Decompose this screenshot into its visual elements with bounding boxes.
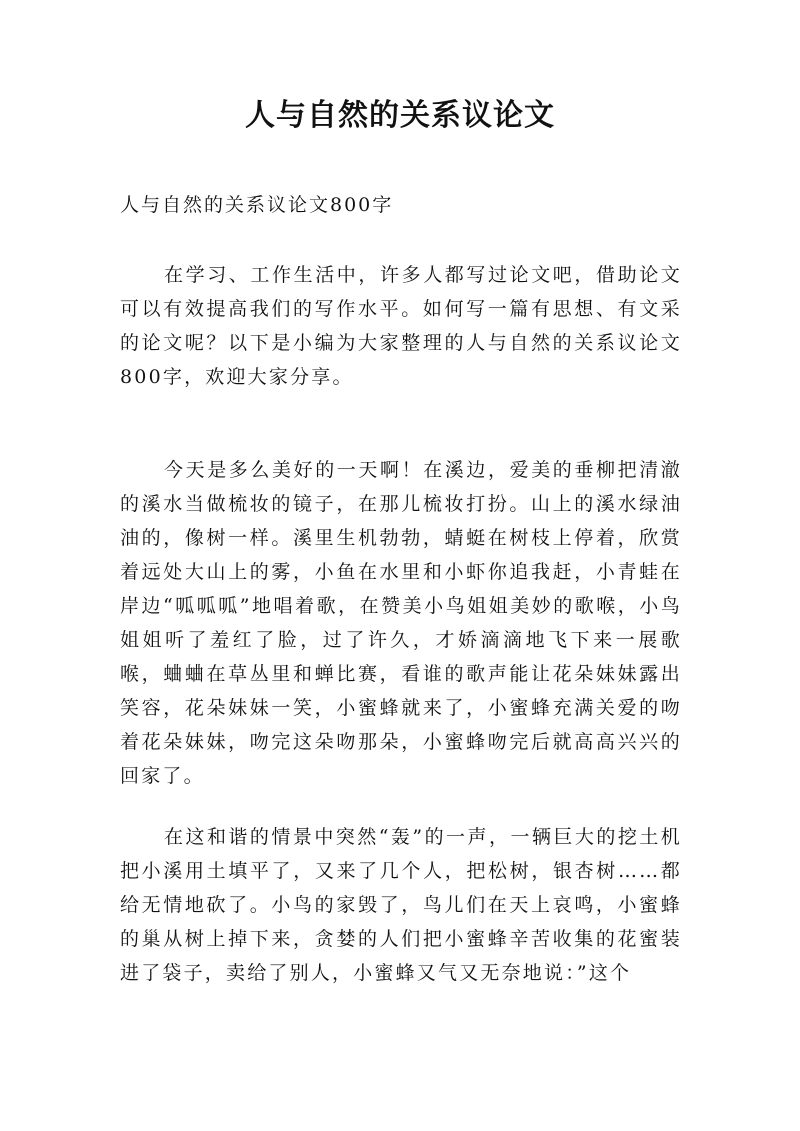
paragraph-intro: 在学习、工作生活中，许多人都写过论文吧，借助论文可以有效提高我们的写作水平。如何写一篇有思想、有文采的论文呢？以下是小编为大家整理的人与自然的关系议论文800字，欢迎大家分享。 (120, 264, 682, 388)
document-title: 人与自然的关系议论文 (245, 98, 555, 133)
paragraph-destruction: 在这和谐的情景中突然“轰”的一声，一辆巨大的挖土机把小溪用土填平了，又来了几个人，把松树，银杏树……都给无情地砍了。小鸟的家毁了，鸟儿们在天上哀鸣，小蜜蜂的巢从树上掉下来，贪婪的人们把小蜜蜂辛苦收集的花蜜装进了袋子，卖给了别人，小蜜蜂又气又无奈地说：”这个 (120, 826, 682, 984)
paragraph-scene: 今天是多么美好的一天啊！在溪边，爱美的垂柳把清澈的溪水当做梳妆的镜子，在那儿梳妆打扮。山上的溪水绿油油的，像树一样。溪里生机勃勃，蜻蜓在树枝上停着，欣赏着远处大山上的雾，小鱼在水里和小虾你追我赶，小青蛙在岸边“呱呱呱”地唱着歌，在赞美小鸟姐姐美妙的歌喉，小鸟姐姐听了羞红了脸，过了许久，才娇滴滴地飞下来一展歌喉，蛐蛐在草丛里和蝉比赛，看谁的歌声能让花朵妹妹露出笑容，花朵妹妹一笑，小蜜蜂就来了，小蜜蜂充满关爱的吻着花朵妹妹，吻完这朵吻那朵，小蜜蜂吻完后就高高兴兴的回家了。 (120, 459, 682, 787)
document-subtitle: 人与自然的关系议论文800字 (120, 194, 394, 216)
